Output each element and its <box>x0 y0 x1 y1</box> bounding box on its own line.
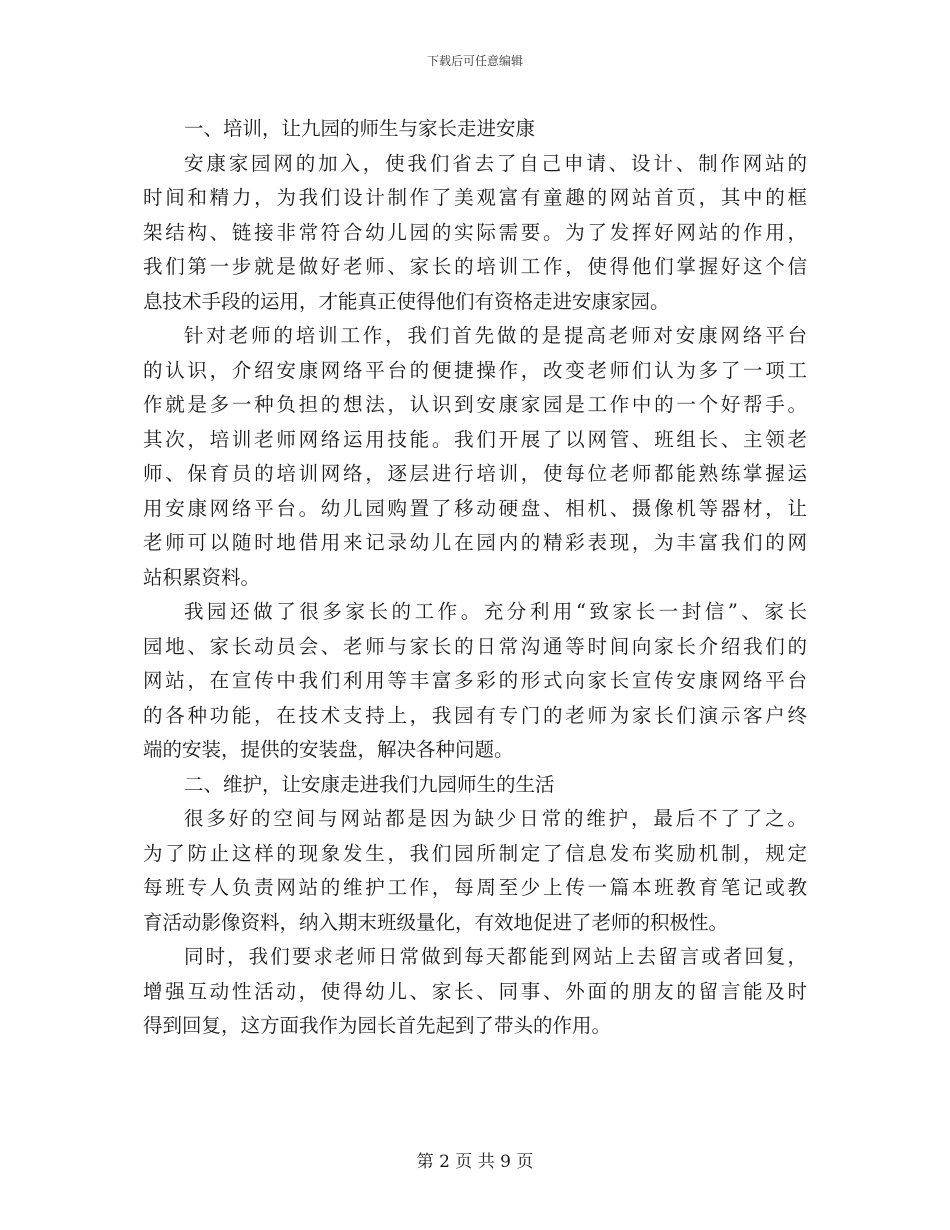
page-header: 下载后可任意编辑 <box>426 54 523 68</box>
paragraph-maintenance <box>143 802 807 940</box>
paragraph-parent-work <box>143 595 807 768</box>
text-line: 安康家园网的加入，使我们省去了自己申请、设计、制作网站的 <box>184 151 807 175</box>
text-line: 老师可以随时地借用来记录幼儿在园内的精彩表现，为丰富我们的网 <box>143 531 807 554</box>
section-heading-maintenance <box>143 768 807 803</box>
text-line: 的各种功能，在技术支持上，我园有专门的老师为家长们演示客户终 <box>143 703 807 727</box>
text-line: 的认识，介绍安康网络平台的便捷操作，改变老师们认为多了一项工 <box>143 358 807 382</box>
text-line: 用安康网络平台。幼儿园购置了移动硬盘、相机、摄像机等器材，让 <box>143 496 807 520</box>
text-line: 时间和精力，为我们设计制作了美观富有童趣的网站首页，其中的框 <box>143 186 807 209</box>
heading-line: 一、培训，让九园的师生与家长走进安康 <box>184 117 536 140</box>
section-heading-training <box>143 112 807 147</box>
text-line: 园地、家长动员会、老师与家长的日常沟通等时间向家长介绍我们的 <box>143 634 807 658</box>
paragraph-teacher-training <box>143 319 807 595</box>
heading-line: 二、维护，让安康走进我们九园师生的生活 <box>184 772 555 796</box>
text-line: 我们第一步就是做好老师、家长的培训工作，使得他们掌握好这个信 <box>143 255 807 278</box>
text-line: 很多好的空间与网站都是因为缺少日常的维护，最后不了了之。 <box>184 807 807 830</box>
text-line: 师、保育员的培训网络，逐层进行培训，使每位老师都能熟练掌握运 <box>143 462 807 485</box>
text-line: 架结构、链接非常符合幼儿园的实际需要。为了发挥好网站的作用， <box>143 220 807 244</box>
text-line: 息技术手段的运用，才能真正使得他们有资格走进安康家园。 <box>143 289 670 313</box>
text-line: 增强互动性活动，使得幼儿、家长、同事、外面的朋友的留言能及时 <box>143 979 807 1003</box>
text-line: 针对老师的培训工作，我们首先做的是提高老师对安康网络平台 <box>184 324 807 347</box>
text-line: 网站，在宣传中我们利用等丰富多彩的形式向家长宣传安康网络平台 <box>143 669 807 692</box>
text-line: 同时，我们要求老师日常做到每天都能到网站上去留言或者回复， <box>184 945 807 968</box>
paragraph-interaction <box>143 940 807 1044</box>
text-line: 每班专人负责网站的维护工作，每周至少上传一篇本班教育笔记或教 <box>143 876 807 899</box>
text-line: 作就是多一种负担的想法，认识到安康家园是工作中的一个好帮手。 <box>143 393 807 416</box>
text-line: 为了防止这样的现象发生，我们园所制定了信息发布奖励机制，规定 <box>143 841 807 865</box>
document-body <box>143 112 807 1044</box>
text-line: 其次，培训老师网络运用技能。我们开展了以网管、班组长、主领老 <box>143 427 807 451</box>
text-line: 育活动影像资料，纳入期末班级量化，有效地促进了老师的积极性。 <box>143 910 729 934</box>
paragraph-website-intro <box>143 147 807 320</box>
text-line: 站积累资料。 <box>143 565 261 589</box>
text-line: 得到回复，这方面我作为园长首先起到了带头的作用。 <box>143 1014 612 1037</box>
text-line: 端的安装，提供的安装盘，解决各种问题。 <box>143 738 514 761</box>
text-line: 我园还做了很多家长的工作。充分利用“致家长一封信”、家长 <box>184 600 807 623</box>
page-number: 第 2 页 共 9 页 <box>416 1152 534 1172</box>
